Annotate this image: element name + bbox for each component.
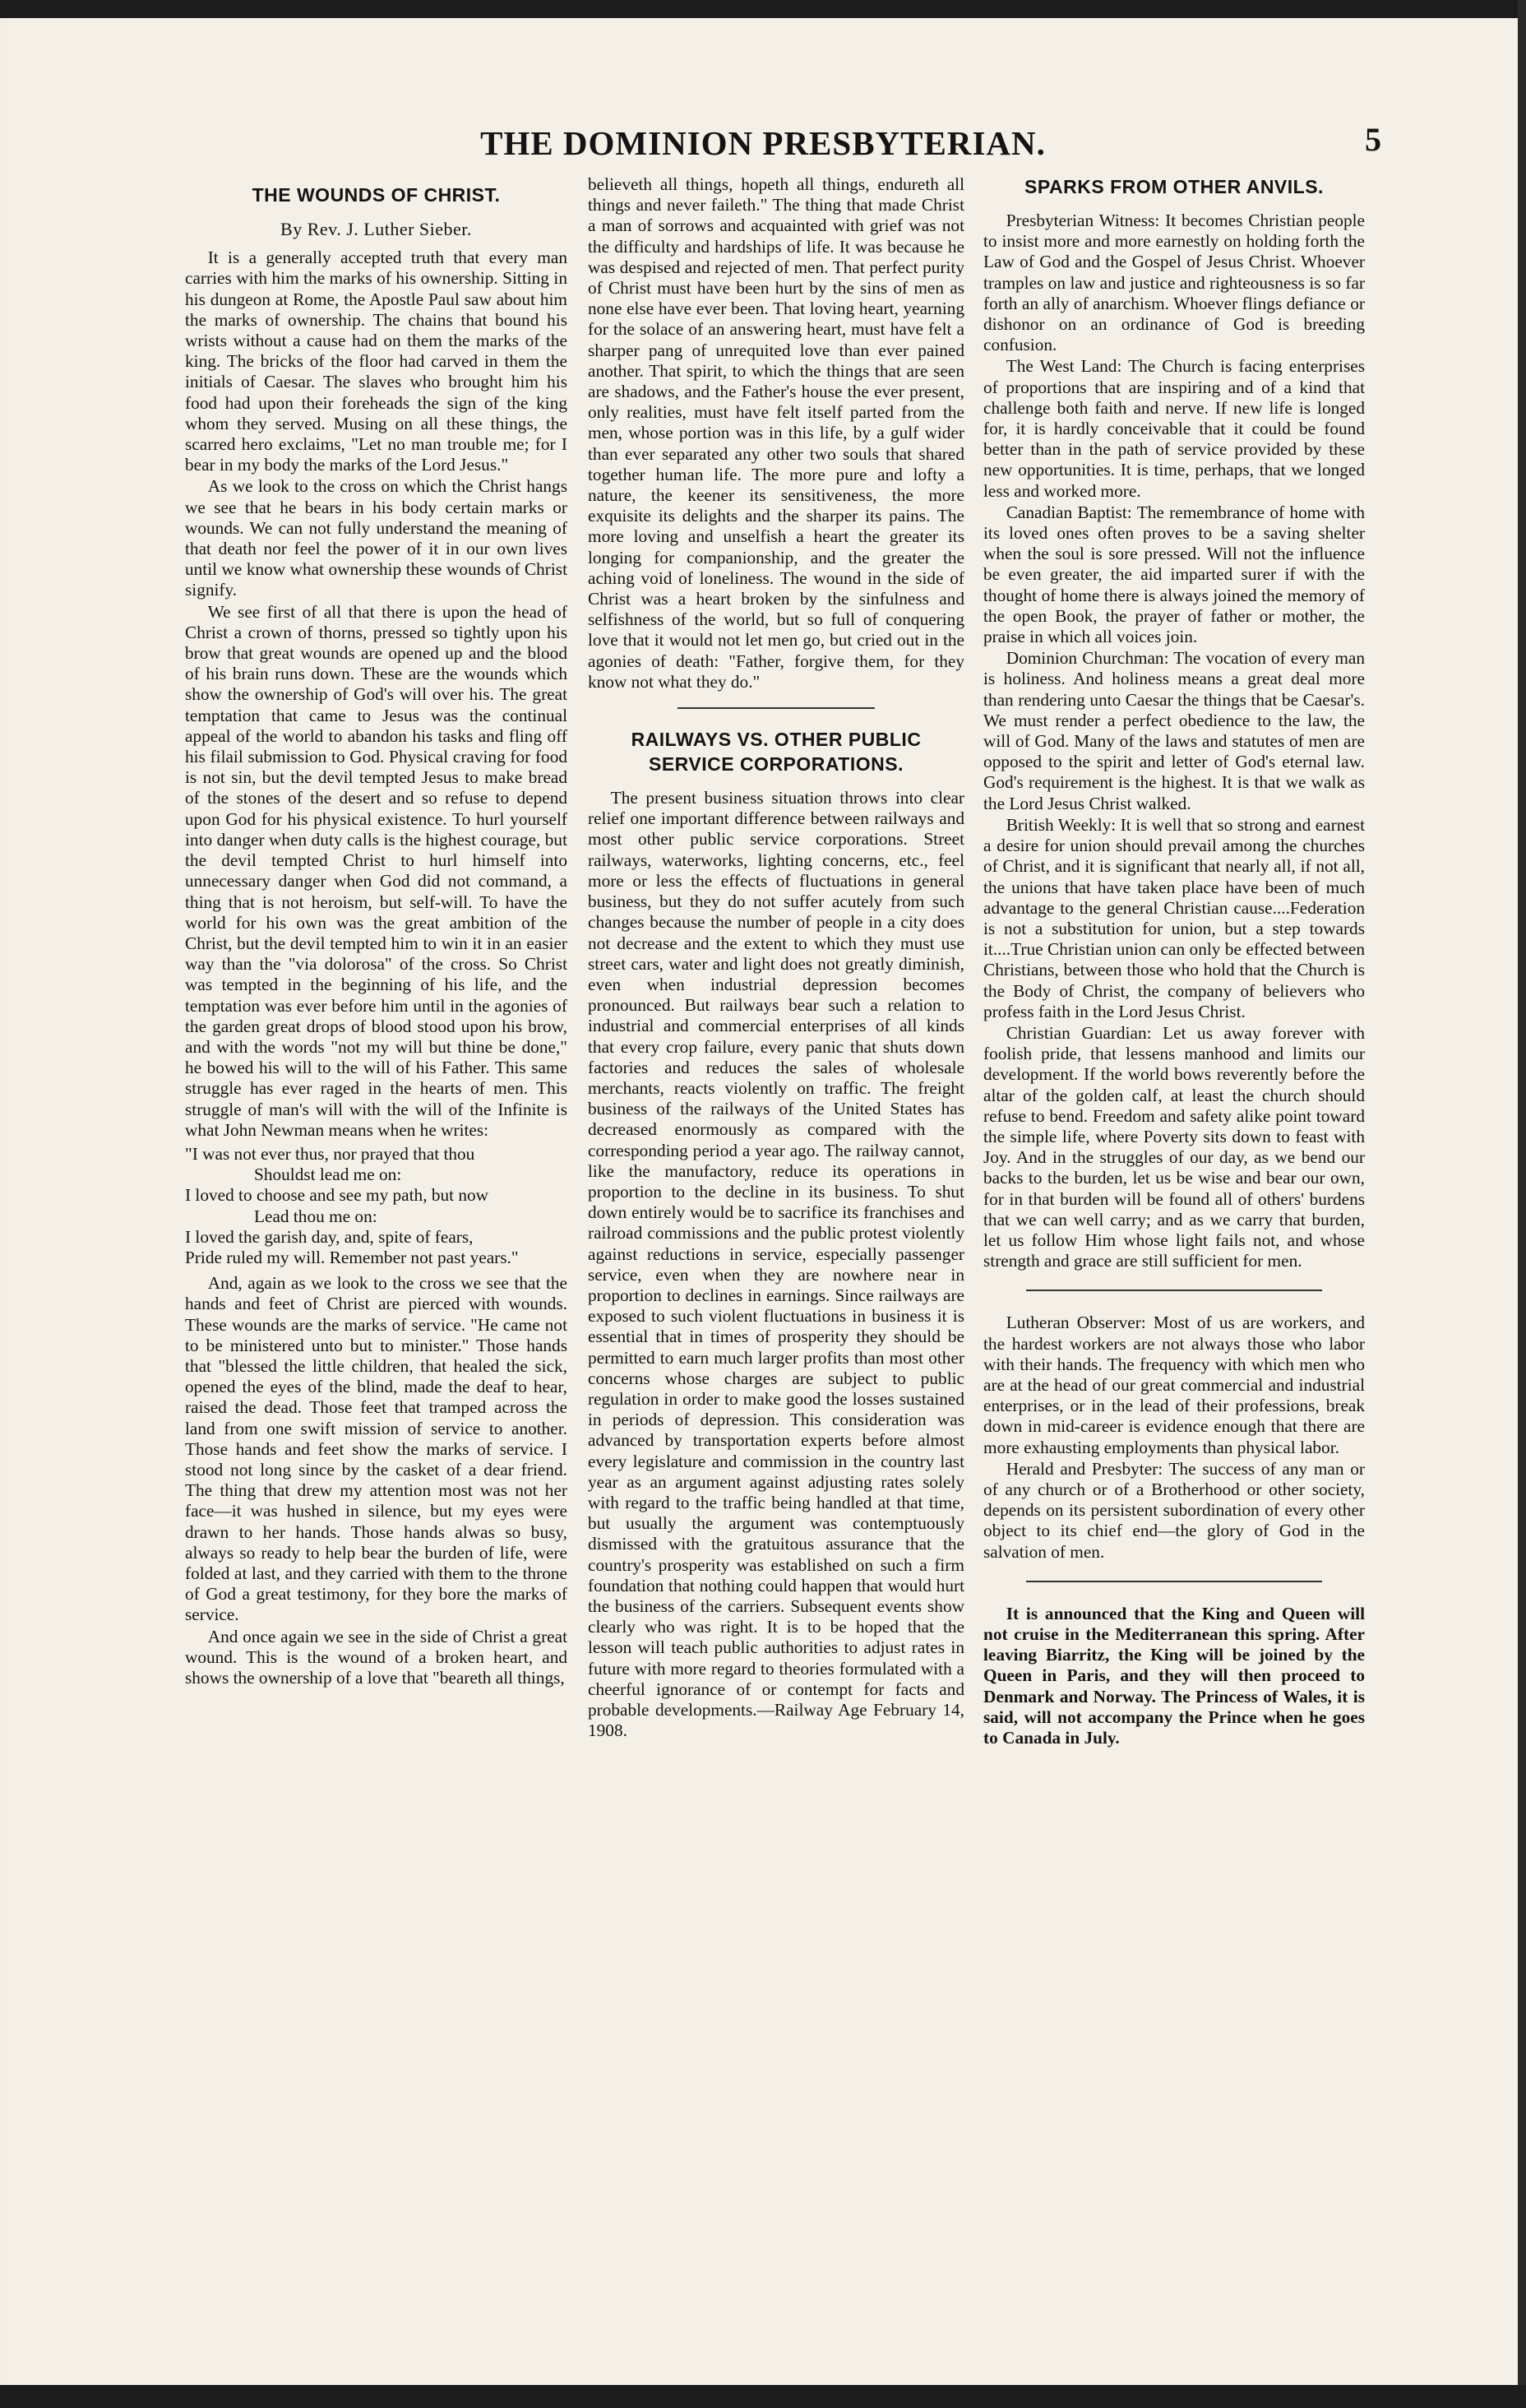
article-title-railways (588, 727, 964, 776)
column-3 (983, 174, 1365, 1749)
title-line: SERVICE CORPORATIONS. (649, 753, 904, 776)
quote-item: The West Land: The Church is facing enterprises of proportions that are inspiring and of a kind that challenge both faith and nerve. If new life is longed for, it is hardly conceivable that it could be found better than in the path of service provided by these new opportunities. It is time, perhaps, that we longed less and worked more. (983, 356, 1365, 501)
page-number: 5 (1365, 121, 1381, 158)
news-notice: It is announced that the King and Queen will not cruise in the Mediterranean this spring. After leaving Biarritz, the King will be joined by the Queen in Paris, and they will then proceed to Denmark and Norway. The Princess of Wales, it is said, will not accompany the Prince when he goes to Canada in July. (983, 1603, 1365, 1748)
poem-line: "I was not ever thus, nor prayed that thou (185, 1143, 475, 1164)
article-paragraph-continued: believeth all things, hopeth all things, endureth all things and never faileth." The thing that made Christ a man of sorrows and acquainted with grief was not the difficulty and hardships of life. It was because he was despised and rejected of men. That perfect purity of Christ must have been hurt by the sins of men as none else have ever been. That loving heart, yearning for the solace of an answering heart, must have felt a sharper pang of unrequited love than ever pained another. That spirit, to which the things that are seen are shadows, and the Father's house the ever present, only realities, must have felt itself parted from the men, whose portion was in this life, by a gulf wider than ever separated any other two souls that shared together human life. The more pure and lofty a nature, the keener its sensitiveness, the more exquisite its delights and the sharper its pains. The more loving and unselfish a heart the greater its longing for companionship, and the greater the aching void of loneliness. The wound in the side of Christ was a heart broken by the sinfulness and selfishness of the world, but so full of conquering love that it would not let men go, but cried out in the agonies of death: "Father, forgive them, for they know not what they do." (588, 174, 964, 692)
article-title-wounds-of-christ: THE WOUNDS OF CHRIST. (252, 184, 501, 206)
quote-item: British Weekly: It is well that so strong and earnest a desire for union should prevail among the churches of Christ, and it is significant that nearly all, if not all, the unions that have taken place have been of much advantage to the general Christian cause....Federation is not a substitution for union, but a step towards it....True Christian union can only be effected between Christians, between those who hold that the Church is the Body of Christ, the company of believers who profess faith in the Lord Jesus Christ. (983, 814, 1365, 1021)
newspaper-title: THE DOMINION PRESBYTERIAN. (480, 124, 1046, 162)
scan-border-right (1518, 0, 1526, 2408)
quote-item: Christian Guardian: Let us away forever with foolish pride, that lessens manhood and limits our development. If the world bows reverently before the altar of the golden calf, at least the church should refuse to bend. Freedom and safety alike point toward the simple life, where Poverty sits down to feast with Joy. And in the struggles of our day, as we bend our backs to the burden, let us be wise and bear our own, for in that burden will be found all of others' burdens that we can well carry; and as we carry that burden, let us follow Him whose light fails not, and whose strength and grace are still sufficient for men. (983, 1022, 1365, 1271)
scan-border-bottom (0, 2385, 1526, 2408)
article-title-sparks: SPARKS FROM OTHER ANVILS. (1024, 176, 1324, 197)
quote-item: Canadian Baptist: The remembrance of home with its loved ones often proves to be a saving shelter when the soul is sore pressed. Will not the influence be even greater, the aid imparted surer if with the thought of home there is always joined the memory of the open Book, the prayer of father or mother, the praise in which all voices join. (983, 502, 1365, 647)
poem-line: Shouldst lead me on: (254, 1165, 402, 1185)
column-2 (588, 174, 964, 1742)
page-header (0, 123, 1526, 173)
poem-line: Lead thou me on: (254, 1206, 377, 1226)
divider-rule (677, 707, 875, 709)
article-paragraph: We see first of all that there is upon the head of Christ a crown of thorns, pressed so tightly upon his brow that great wounds are opened up and the blood of his brain runs down. These are the wounds which show the ownership of God's will over his. The great temptation that came to Jesus was the continual appeal of the world to abandon his tasks and fling off his filail submission to God. Physical craving for food is not sin, but the devil tempted Jesus to make bread of the stones of the desert and so refuse to depend upon God for his physical existence. To hurl yourself into danger when duty calls is the highest courage, but the devil tempted Christ to hurl himself into unnecessary danger when God did not command, a thing that is not heroism, but self-will. To have the world for his own was the great ambition of the Christ, but the devil tempted him to win it in an easier way than the "via dolorosa" of the cross. So Christ was tempted in the beginning of his life, and the temptation was ever before him until in the agonies of the garden great drops of blood stood upon his brow, and with the words "not my will but thine be done," he bowed his will to the will of his Father. This same struggle has ever raged in the hearts of men. This struggle of man's will with the will of the Infinite is what John Newman means when he writes: (185, 601, 567, 1140)
scan-border-top (0, 0, 1526, 18)
title-line: RAILWAYS VS. OTHER PUBLIC (631, 729, 922, 751)
article-paragraph: And once again we see in the side of Christ a great wound. This is the wound of a broken heart, and shows the ownership of a love that "beareth all things, (185, 1626, 567, 1688)
poem-line: I loved the garish day, and, spite of fears, (185, 1226, 474, 1247)
article-byline: By Rev. J. Luther Sieber. (280, 219, 472, 239)
poem-line: Pride ruled my will. Remember not past years." (185, 1247, 519, 1267)
article-paragraph: As we look to the cross on which the Christ hangs we see that he bears in his body certain marks or wounds. We can not fully understand the meaning of that death nor feel the power of it in our own lives until we know what ownership these wounds of Christ signify. (185, 476, 567, 600)
article-paragraph: And, again as we look to the cross we see that the hands and feet of Christ are pierced with wounds. These wounds are the marks of service. "He came not to be ministered unto but to minister." Those hands that "blessed the little children, that healed the sick, opened the eyes of the blind, made the deaf to hear, raised the dead. Those feet that tramped across the land from one swift mission of service to another. Those hands and feet show the marks of service. I stood not long since by the casket of a dear friend. The thing that drew my attention most was not her face—it was hushed in silence, but my eyes were drawn to her hands. Those hands alwas so busy, always so ready to help bear the burden of life, were folded at last, and they carried with them to the throne of God a great testimony, for they bore the marks of service. (185, 1273, 567, 1625)
quote-item: Presbyterian Witness: It becomes Christian people to insist more and more earnestly on holding forth the Law of God and the Gospel of Jesus Christ. Whoever tramples on law and justice and righteousness is so far forth an ally of anarchism. Whoever flings defiance or dishonor on an ordinance of God is breeding confusion. (983, 211, 1365, 355)
quote-item: Herald and Presbyter: The success of any man or of any church or of a Brotherhood or other society, depends on its persistent subordination of every other object to its chief end—the glory of God in the salvation of men. (983, 1458, 1365, 1562)
poem-line: I loved to choose and see my path, but now (185, 1185, 489, 1206)
divider-rule (1026, 1581, 1322, 1582)
column-1 (185, 174, 567, 1689)
divider-rule (1026, 1290, 1322, 1291)
quote-item: Lutheran Observer: Most of us are workers, and the hardest workers are not always those who labor with their hands. The frequency with which men who are at the head of our great commercial and industrial enterprises, or in the lead of their professions, break down in mid-career is evidence enough that there are more exhausting employments than physical labor. (983, 1313, 1365, 1457)
quote-item: Dominion Churchman: The vocation of every man is holiness. And holiness means a great deal more than rendering unto Caesar the things that be Caesar's. We must render a perfect obedience to the law, the will of God. Many of the laws and statutes of men are opposed to the spirit and letter of God's eternal law. God's requirement is the highest. It is that we walk as the Lord Jesus Christ walked. (983, 648, 1365, 813)
article-paragraph: The present business situation throws into clear relief one important difference between railways and most other public service corporations. Street railways, waterworks, lighting concerns, etc., feel more or less the effects of fluctuations in general business, but they do not suffer acutely from such changes because the number of people in a city does not decrease and the extent to which they must use street cars, water and light does not greatly diminish, even when industrial depression becomes pronounced. But railways bear such a relation to industrial and commercial enterprises of all kinds that every crop failure, every panic that shuts down factories and reduces the sales of wholesale merchants, reacts violently on traffic. The freight business of the railways of the United States has decreased enormously as compared with the corresponding period a year ago. The railway cannot, like the manufactory, reduce its operations in proportion to the decline in its business. To shut down entirely would be to sacrifice its franchises and railroad commissions and the public protest violently against reductions in service, especially passenger service, even when they are nowhere near in proportion to declines in earnings. Since railways are exposed to such violent fluctuations in business it is essential that in times of prosperity they should be permitted to earn much larger profits than most other concerns whose charges are subject to public regulation in order to make good the losses sustained in periods of depression. This consideration was advanced by transportation experts before almost every legislature and commission in the country last year as an argument against adjusting rates solely with regard to the traffic being handled at that time, but usually the argument was contemptuously dismissed with the gratuitous assurance that the country's prosperity was established on such a firm foundation that nothing could happen that would hurt the business of the carriers. Subsequent events show clearly who was right. It is to be hoped that the lesson will teach public authorities to adjust rates in future with more regard to theories formulated with a cheerful ignorance of or contempt for facts and probable developments.—Railway Age February 14, 1908. (588, 788, 964, 1741)
poem-quotation (185, 1144, 567, 1268)
article-paragraph: It is a generally accepted truth that every man carries with him the marks of his ownership. Sitting in his dungeon at Rome, the Apostle Paul saw about him the marks of ownership. The chains that bound his wrists without a cause had on them the marks of the king. The bricks of the floor had carved in them the initials of Caesar. The slaves who brought him his food had upon their foreheads the sign of the king whom they served. Musing on all these things, the scarred hero exclaims, "Let no man trouble me; for I bear in my body the marks of the Lord Jesus." (185, 248, 567, 475)
